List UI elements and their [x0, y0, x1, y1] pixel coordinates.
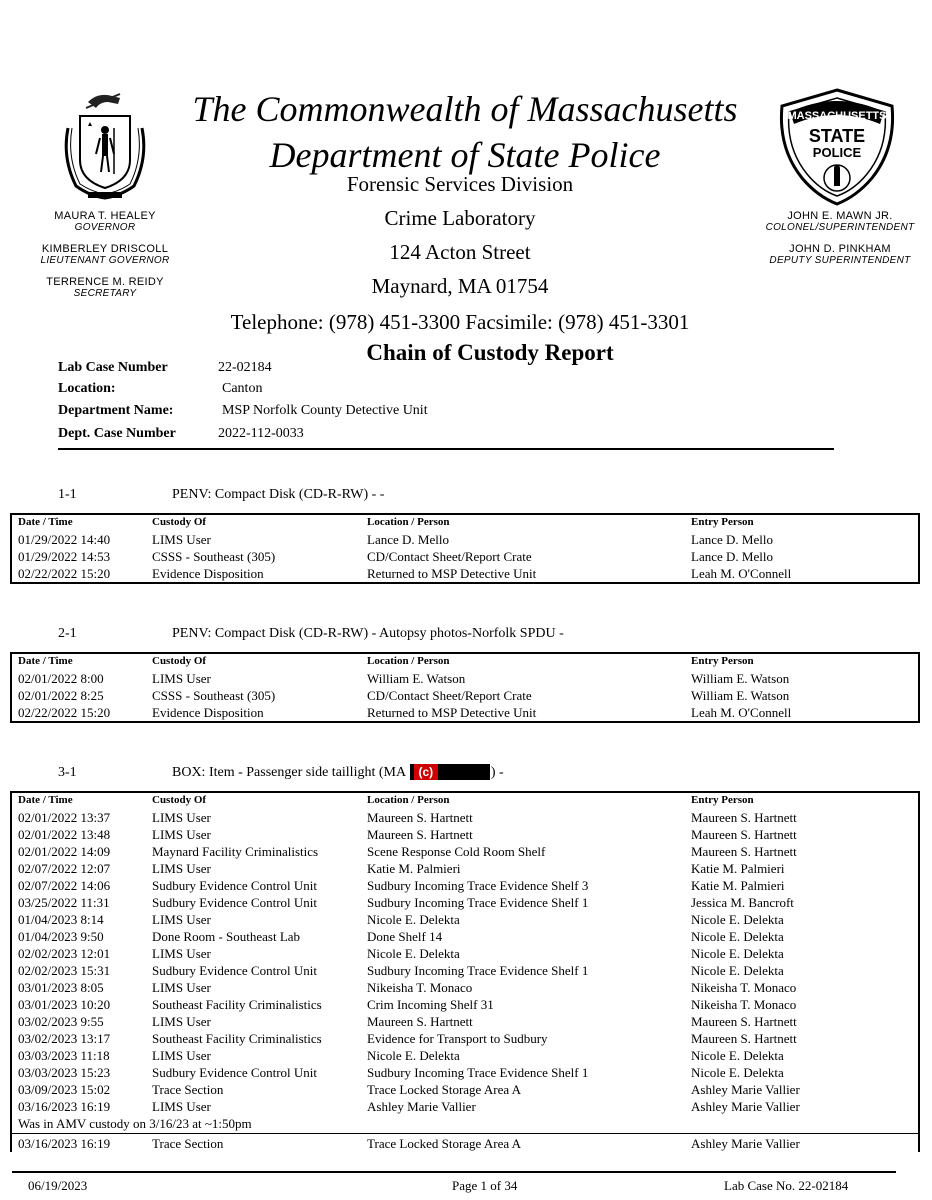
section-header	[10, 487, 922, 509]
cell-date: 01/04/2023 9:50	[18, 929, 104, 944]
official-title: LIEUTENANT GOVERNOR	[40, 255, 170, 266]
official-name: TERRENCE M. REIDY	[46, 276, 164, 288]
table-row	[12, 704, 918, 721]
footer-divider	[12, 1171, 896, 1173]
case-info-value: 22-02184	[218, 360, 272, 375]
cell-date: 03/16/2023 16:19	[18, 1099, 111, 1114]
svg-text:STATE: STATE	[808, 126, 866, 146]
table-row	[12, 996, 918, 1013]
left-officials	[20, 210, 190, 309]
cell-entry: Maureen S. Hartnett	[691, 1031, 797, 1046]
cell-entry: William E. Watson	[691, 671, 790, 686]
cell-custody: Evidence Disposition	[152, 705, 264, 720]
col-custody-of: Custody Of	[152, 794, 207, 806]
cell-date: 01/29/2022 14:53	[18, 549, 111, 564]
cell-custody: Sudbury Evidence Control Unit	[152, 963, 318, 978]
cell-location: Nicole E. Delekta	[367, 912, 460, 927]
cell-custody: Evidence Disposition	[152, 566, 264, 581]
commonwealth-title: The Commonwealth of Massachusetts	[192, 89, 738, 129]
custody-note-text: Was in AMV custody on 3/16/23 at ~1:50pm	[18, 1116, 252, 1131]
report-title: Chain of Custody Report	[366, 340, 614, 365]
footer-page-number: Page 1 of 34	[452, 1178, 518, 1193]
cell-entry: Nikeisha T. Monaco	[691, 997, 797, 1012]
table-row	[12, 962, 918, 979]
case-info-value: Canton	[222, 381, 263, 396]
cell-location: Katie M. Palmieri	[367, 861, 461, 876]
cell-entry: Nicole E. Delekta	[691, 1048, 784, 1063]
table-header	[12, 515, 918, 531]
cell-date: 03/03/2023 11:18	[18, 1048, 110, 1063]
cell-custody: LIMS User	[152, 912, 211, 927]
cell-custody: LIMS User	[152, 1048, 211, 1063]
col-location-person: Location / Person	[367, 794, 450, 806]
cell-custody: LIMS User	[152, 980, 211, 995]
official-title: DEPUTY SUPERINTENDENT	[769, 255, 911, 266]
col-entry-person: Entry Person	[691, 516, 754, 528]
cell-entry: Maureen S. Hartnett	[691, 827, 797, 842]
custody-table	[10, 513, 920, 584]
cell-location: Nicole E. Delekta	[367, 1048, 460, 1063]
col-custody-of: Custody Of	[152, 516, 207, 528]
state-police-badge-icon	[772, 88, 902, 208]
cell-date: 03/02/2023 13:17	[18, 1031, 111, 1046]
table-row	[12, 1013, 918, 1030]
cell-custody: LIMS User	[152, 827, 211, 842]
official-name: KIMBERLEY DRISCOLL	[41, 243, 169, 255]
cell-custody: Sudbury Evidence Control Unit	[152, 895, 318, 910]
case-info-value: 2022-112-0033	[218, 426, 304, 441]
section-header	[10, 765, 922, 787]
cell-date: 02/02/2023 15:31	[18, 963, 111, 978]
cell-custody: LIMS User	[152, 946, 211, 961]
cell-date: 02/01/2022 8:00	[18, 671, 104, 686]
cell-custody: Maynard Facility Criminalistics	[152, 844, 319, 859]
table-row	[12, 1098, 918, 1115]
official-name: MAURA T. HEALEY	[54, 210, 156, 222]
cell-custody: Sudbury Evidence Control Unit	[152, 878, 318, 893]
item-description: PENV: Compact Disk (CD-R-RW) - Autopsy photos-Norfolk SPDU -	[172, 626, 564, 641]
case-info-label: Dept. Case Number	[58, 426, 176, 441]
table-row	[12, 670, 918, 687]
cell-location: Sudbury Incoming Trace Evidence Shelf 1	[367, 1065, 589, 1080]
table-body-after-note	[12, 1134, 918, 1152]
cell-custody: Southeast Facility Criminalistics	[152, 1031, 322, 1046]
cell-custody: Southeast Facility Criminalistics	[152, 997, 322, 1012]
redaction-box	[410, 764, 490, 780]
cell-entry: Nicole E. Delekta	[691, 963, 784, 978]
cell-date: 03/01/2023 8:05	[18, 980, 104, 995]
table-row	[12, 1047, 918, 1064]
lab-name: Crime Laboratory	[384, 206, 536, 230]
table-header	[12, 793, 918, 809]
cell-entry: Nicole E. Delekta	[691, 912, 784, 927]
cell-date: 02/01/2022 13:48	[18, 827, 111, 842]
cell-date: 03/25/2022 11:31	[18, 895, 110, 910]
cell-location: Crim Incoming Shelf 31	[367, 997, 494, 1012]
cell-custody: Trace Section	[152, 1082, 224, 1097]
section-header	[10, 626, 922, 648]
col-entry-person: Entry Person	[691, 794, 754, 806]
col-date-time: Date / Time	[18, 516, 73, 528]
cell-location: Sudbury Incoming Trace Evidence Shelf 1	[367, 895, 589, 910]
cell-custody: LIMS User	[152, 532, 211, 547]
cell-custody: LIMS User	[152, 861, 211, 876]
cell-date: 03/09/2023 15:02	[18, 1082, 111, 1097]
cell-location: Trace Locked Storage Area A	[367, 1082, 522, 1097]
cell-entry: Nicole E. Delekta	[691, 929, 784, 944]
table-row	[12, 531, 918, 548]
table-row	[12, 1135, 918, 1152]
cell-date: 03/01/2023 10:20	[18, 997, 111, 1012]
item-description	[172, 765, 504, 781]
cell-entry: Nicole E. Delekta	[691, 946, 784, 961]
table-row	[12, 843, 918, 860]
cell-entry: Maureen S. Hartnett	[691, 1014, 797, 1029]
svg-text:MASSACHUSETTS: MASSACHUSETTS	[787, 110, 887, 122]
cell-custody: CSSS - Southeast (305)	[152, 688, 276, 703]
cell-location: Evidence for Transport to Sudbury	[367, 1031, 548, 1046]
cell-entry: Jessica M. Bancroft	[691, 895, 794, 910]
item-number: 1-1	[58, 487, 77, 502]
official-title: SECRETARY	[73, 288, 137, 299]
col-date-time: Date / Time	[18, 794, 73, 806]
case-info-label: Location:	[58, 381, 116, 396]
cell-date: 01/29/2022 14:40	[18, 532, 111, 547]
cell-location: William E. Watson	[367, 671, 466, 686]
cell-location: CD/Contact Sheet/Report Crate	[367, 549, 532, 564]
cell-location: Maureen S. Hartnett	[367, 810, 473, 825]
cell-entry: Lance D. Mello	[691, 549, 773, 564]
custody-table	[10, 652, 920, 723]
table-row	[12, 1081, 918, 1098]
col-custody-of: Custody Of	[152, 655, 207, 667]
cell-date: 02/02/2023 12:01	[18, 946, 111, 961]
table-row	[12, 809, 918, 826]
department-title: Department of State Police	[269, 135, 661, 175]
cell-location: Lance D. Mello	[367, 532, 449, 547]
table-row	[12, 687, 918, 704]
massachusetts-state-seal-icon	[50, 88, 160, 208]
item-description: PENV: Compact Disk (CD-R-RW) - -	[172, 487, 385, 502]
cell-entry: Maureen S. Hartnett	[691, 844, 797, 859]
official-title: COLONEL/SUPERINTENDENT	[765, 222, 915, 233]
divider	[58, 448, 834, 450]
cell-entry: Ashley Marie Vallier	[691, 1136, 800, 1151]
cell-date: 02/22/2022 15:20	[18, 566, 111, 581]
case-info-label: Department Name:	[58, 403, 174, 418]
cell-location: Ashley Marie Vallier	[367, 1099, 476, 1114]
custody-note	[12, 1115, 918, 1133]
cell-date: 01/04/2023 8:14	[18, 912, 104, 927]
cell-date: 02/01/2022 13:37	[18, 810, 111, 825]
cell-entry: Katie M. Palmieri	[691, 878, 785, 893]
table-row	[12, 826, 918, 843]
cell-location: Maureen S. Hartnett	[367, 1014, 473, 1029]
table-row	[12, 548, 918, 565]
col-location-person: Location / Person	[367, 516, 450, 528]
cell-entry: Nikeisha T. Monaco	[691, 980, 797, 995]
table-row	[12, 565, 918, 582]
cell-location: Returned to MSP Detective Unit	[367, 705, 537, 720]
cell-date: 02/07/2022 12:07	[18, 861, 111, 876]
cell-entry: Leah M. O'Connell	[691, 705, 792, 720]
table-body	[12, 809, 918, 1115]
table-row	[12, 860, 918, 877]
cell-location: Scene Response Cold Room Shelf	[367, 844, 546, 859]
cell-date: 03/03/2023 15:23	[18, 1065, 111, 1080]
cell-custody: LIMS User	[152, 1014, 211, 1029]
cell-location: Done Shelf 14	[367, 929, 443, 944]
item-description-suffix: ) -	[490, 765, 504, 781]
svg-text:POLICE: POLICE	[812, 145, 862, 160]
phone-fax: Telephone: (978) 451-3300 Facsimile: (978) 451-3301	[230, 310, 690, 334]
cell-location: Nikeisha T. Monaco	[367, 980, 473, 995]
case-info-label: Lab Case Number	[58, 360, 168, 375]
cell-entry: William E. Watson	[691, 688, 790, 703]
table-header	[12, 654, 918, 670]
cell-custody: Done Room - Southeast Lab	[152, 929, 301, 944]
table-row	[12, 911, 918, 928]
cell-date: 02/01/2022 14:09	[18, 844, 111, 859]
cell-date: 03/16/2023 16:19	[18, 1136, 111, 1151]
item-number: 2-1	[58, 626, 77, 641]
table-row	[12, 945, 918, 962]
custody-table	[10, 791, 920, 1152]
col-location-person: Location / Person	[367, 655, 450, 667]
cell-date: 02/07/2022 14:06	[18, 878, 111, 893]
cell-entry: Lance D. Mello	[691, 532, 773, 547]
cell-custody: LIMS User	[152, 810, 211, 825]
col-entry-person: Entry Person	[691, 655, 754, 667]
col-date-time: Date / Time	[18, 655, 73, 667]
cell-location: Maureen S. Hartnett	[367, 827, 473, 842]
cell-custody: LIMS User	[152, 671, 211, 686]
case-info-value: MSP Norfolk County Detective Unit	[222, 403, 428, 418]
city-address: Maynard, MA 01754	[371, 274, 549, 298]
table-row	[12, 877, 918, 894]
footer-lab-case: Lab Case No. 22-02184	[724, 1178, 849, 1193]
official-name: JOHN E. MAWN JR.	[787, 210, 893, 222]
cell-custody: CSSS - Southeast (305)	[152, 549, 276, 564]
table-row	[12, 1030, 918, 1047]
cell-location: Returned to MSP Detective Unit	[367, 566, 537, 581]
cell-location: Sudbury Incoming Trace Evidence Shelf 1	[367, 963, 589, 978]
right-officials	[740, 210, 932, 276]
cell-date: 02/22/2022 15:20	[18, 705, 111, 720]
table-row	[12, 928, 918, 945]
cell-entry: Leah M. O'Connell	[691, 566, 792, 581]
cell-entry: Nicole E. Delekta	[691, 1065, 784, 1080]
street-address: 124 Acton Street	[389, 240, 531, 264]
cell-custody: LIMS User	[152, 1099, 211, 1114]
cell-location: Sudbury Incoming Trace Evidence Shelf 3	[367, 878, 589, 893]
division-name: Forensic Services Division	[346, 172, 574, 196]
item-number: 3-1	[58, 765, 77, 780]
cell-entry: Ashley Marie Vallier	[691, 1082, 800, 1097]
table-row	[12, 894, 918, 911]
redaction-tag: (c)	[414, 764, 438, 780]
cell-entry: Ashley Marie Vallier	[691, 1099, 800, 1114]
cell-entry: Maureen S. Hartnett	[691, 810, 797, 825]
cell-location: Nicole E. Delekta	[367, 946, 460, 961]
cell-custody: Sudbury Evidence Control Unit	[152, 1065, 318, 1080]
official-name: JOHN D. PINKHAM	[789, 243, 891, 255]
table-row	[12, 1064, 918, 1081]
cell-custody: Trace Section	[152, 1136, 224, 1151]
table-row	[12, 979, 918, 996]
item-description-prefix: BOX: Item - Passenger side taillight (MA	[172, 765, 409, 781]
official-title: GOVERNOR	[74, 222, 136, 233]
cell-location: CD/Contact Sheet/Report Crate	[367, 688, 532, 703]
cell-entry: Katie M. Palmieri	[691, 861, 785, 876]
footer-date: 06/19/2023	[28, 1178, 88, 1193]
cell-date: 03/02/2023 9:55	[18, 1014, 104, 1029]
cell-location: Trace Locked Storage Area A	[367, 1136, 522, 1151]
cell-date: 02/01/2022 8:25	[18, 688, 104, 703]
